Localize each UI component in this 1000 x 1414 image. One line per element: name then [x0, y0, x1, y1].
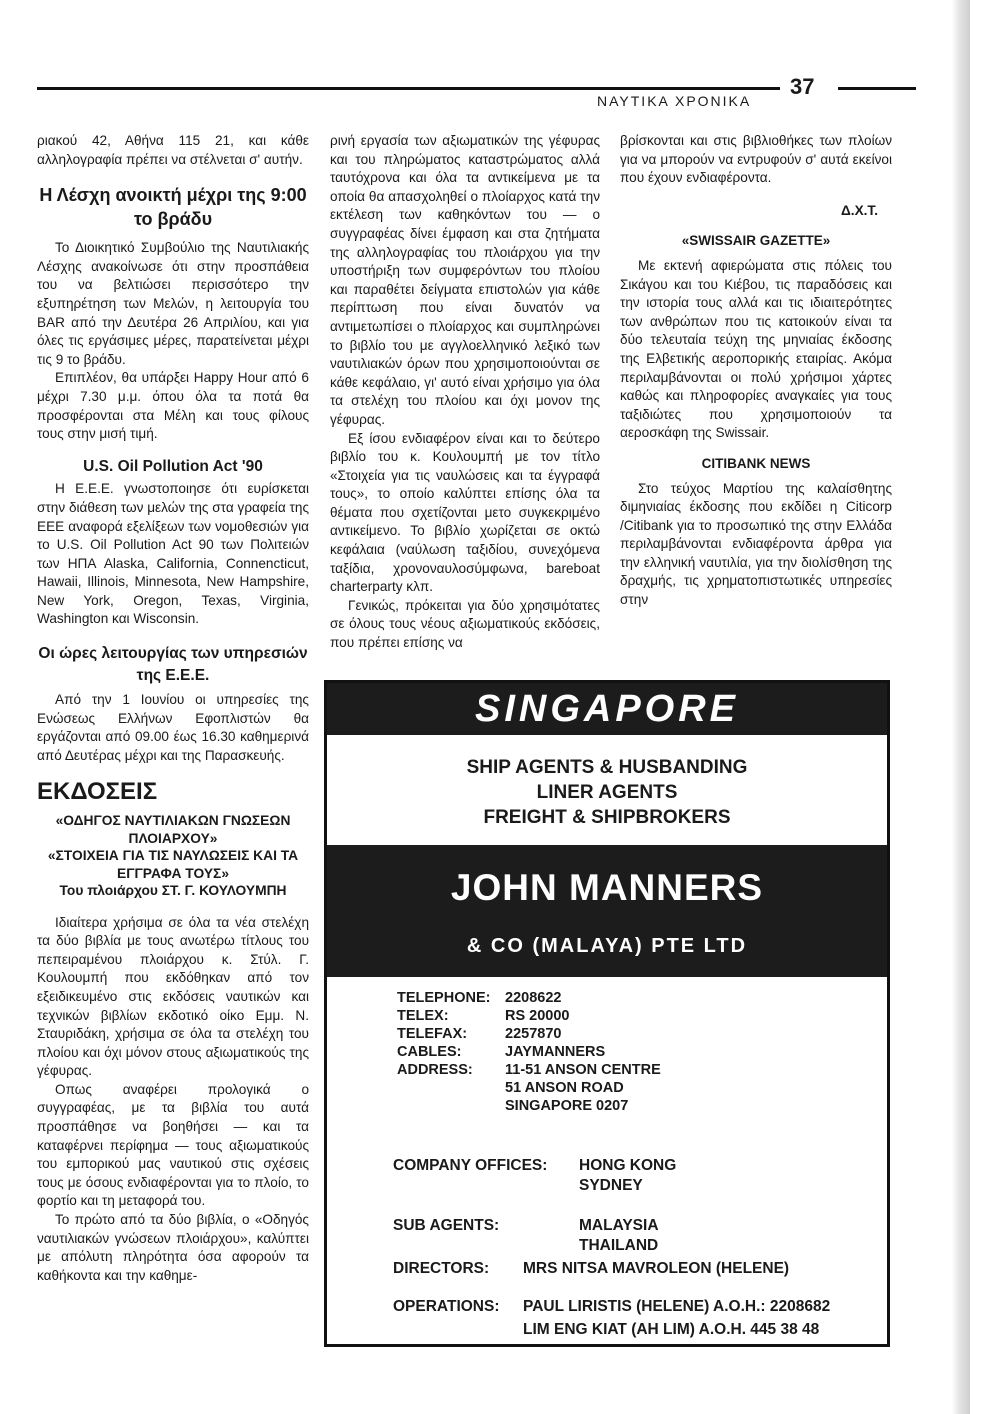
paragraph-oil-pollution: Η Ε.Ε.Ε. γνωστοποιησε ότι ευρίσκεται στην διάθεση των μελών της στα γραφεία της ΕΕΕ αναφορά εξελίξεων των νομοθεσιών για το U.S. Oil Pollution Act 90 των Πολιτειών των ΗΠΑ Alaska, California, Connencticut, Hawaii, Illinois, Minnesota, New Hampshire, New York, Oregon, Texas, Virginia, Washington και Wisconsin.: [37, 481, 309, 627]
ad-contact-value: 2208622: [505, 990, 562, 1006]
ad-offices-row: [393, 1156, 676, 1176]
ad-contact-value: JAYMANNERS: [505, 1044, 606, 1060]
ad-services: [327, 755, 887, 830]
ad-subagents-label: SUB AGENTS:: [393, 1217, 500, 1234]
ad-contact-row: [397, 989, 661, 1007]
ad-contact-label: [397, 1097, 505, 1115]
ad-operations-label: OPERATIONS:: [393, 1298, 500, 1315]
ad-company-offices: [393, 1156, 676, 1196]
ad-spacer: [393, 1236, 579, 1256]
paragraph-lesxi-2: Επιπλέον, θα υπάρξει Happy Hour από 6 μέχρι 7.30 μ.μ. όπου όλα τα ποτά θα προσφέρονται στα Μέλη και τους φίλους τους στην μισή τιμή.: [37, 370, 309, 442]
ad-sub-agents: [393, 1216, 659, 1256]
ad-contact-row: [397, 1007, 661, 1025]
ad-company-band: [327, 845, 887, 977]
ad-contact-label: CABLES:: [397, 1044, 462, 1060]
heading-hours: Οι ώρες λειτουργίας των υπηρεσιών της Ε.Ε.Ε.: [38, 645, 308, 685]
ad-offices-row: [393, 1176, 676, 1196]
ad-office: HONG KONG: [579, 1157, 677, 1174]
heading-lesxi: Η Λέσχη ανοικτή μέχρι της 9:00 το βράδυ: [39, 185, 307, 230]
paragraph-hours: Από την 1 Ιουνίου οι υπηρεσίες της Ενώσεως Ελλήνων Εφοπλιστών θα εργάζονται από 09.00 έως 16.30 καθημερινά από Δευτέρας μέχρι και της Παρασκευής.: [37, 692, 309, 763]
ad-operations: [393, 1297, 830, 1340]
header-rule-left: [37, 87, 780, 90]
advertisement-john-manners: [324, 680, 890, 1347]
ad-contact-label: TELEFAX:: [397, 1026, 468, 1042]
book-title-2: «ΣΤΟΙΧΕΙΑ ΓΙΑ ΤΙΣ ΝΑΥΛΩΣΕΙΣ ΚΑΙ ΤΑ ΕΓΓΡΑΦΑ ΤΟΥΣ»: [47, 848, 299, 881]
ad-contact-value: 11-51 ANSON CENTRE: [505, 1062, 661, 1078]
book-title-1: «ΟΔΗΓΟΣ ΝΑΥΤΙΛΙΑΚΩΝ ΓΝΩΣΕΩΝ ΠΛΟΙΑΡΧΟΥ»: [55, 813, 291, 846]
paragraph-book-3: Το πρώτο από τα δύο βιβλία, ο «Οδηγός ναυτιλιακών γνώσεων πλοιάρχου», καλύπτει με απόλυτη πληρότητα όσα αφορούν τα καθήκοντα και την καθημε-: [37, 1212, 309, 1283]
ad-contact-value: 2257870: [505, 1026, 562, 1042]
paragraph-book-2: Οπως αναφέρει προλογικά ο συγγραφέας, με τα βιβλία του αυτά προσπάθησε να βοηθήσει — και τα καταφέρνει περίφημα — τους αξιωματικούς του εμπορικού μας ναυτικού στις σχέσεις τους με όσους ενδιαφέρονται για το πλοίο, το φορτίο και τη μεταφορά του.: [37, 1081, 309, 1209]
book-author: Του πλοιάρχου ΣΤ. Γ. ΚΟΥΛΟΥΜΠΗ: [59, 883, 287, 899]
ad-contact-value: RS 20000: [505, 1008, 570, 1024]
ad-subagent: THAILAND: [579, 1237, 659, 1254]
page-number: 37: [790, 74, 815, 99]
ad-contact-row: [397, 1079, 661, 1097]
ad-contact-label: ADDRESS:: [397, 1062, 473, 1078]
ad-contact-row: [397, 1097, 661, 1115]
ad-contact-label: [397, 1079, 505, 1097]
ad-contact-row: [397, 1061, 661, 1079]
ad-spacer: [393, 1176, 579, 1196]
intro-paragraph: ριακού 42, Αθήνα 115 21, και κάθε αλληλογραφία πρέπει να στέλνεται σ' αυτήν.: [37, 133, 309, 167]
ad-company-name: JOHN MANNERS: [450, 867, 764, 908]
ad-directors-row: [393, 1259, 789, 1279]
ad-contact-label: TELEX:: [397, 1008, 449, 1024]
heading-swissair: «SWISSAIR GAZETTE»: [681, 233, 831, 249]
signature: Δ.Χ.Τ.: [841, 202, 878, 218]
ad-contact-value: SINGAPORE 0207: [505, 1098, 629, 1114]
ad-subagents-row: [393, 1216, 659, 1236]
ad-service-line: SHIP AGENTS & HUSBANDING: [466, 757, 748, 778]
ad-operations-line: PAUL LIRISTIS (HELENE) A.O.H.: 2208682: [523, 1298, 831, 1315]
paragraph-book-1: Ιδιαίτερα χρήσιμα σε όλα τα νέα στελέχη τα δύο βιβλία με τους ανωτέρω τίτλους του πεπειραμένου πλοιάρχου κ. Στύλ. Γ. Κουλουμπή που εκδόθηκαν από τον εξειδικευμένο στις εκδόσεις ναυτικών και τεχνικών βιβλίων εκδοτικό οίκο Εμμ. Ν. Σταυριδάκη, χρήσιμα σε όλα τα στελέχη του πλοίου και όχι μόνον στους αξιωματικούς της γέφυρας.: [37, 914, 309, 1079]
column-3: [620, 132, 892, 610]
page-edge-shadow: [952, 0, 970, 1414]
running-title: ΝΑΥΤΙΚΑ ΧΡΟΝΙΚΑ: [597, 93, 752, 109]
column-2: [330, 132, 600, 653]
ad-contact-value: 51 ANSON ROAD: [505, 1080, 624, 1096]
ad-banner-singapore: SINGAPORE: [327, 683, 887, 735]
column-1: [37, 132, 309, 1285]
ad-directors-label: DIRECTORS:: [393, 1260, 490, 1277]
paragraph-lesxi-1: Το Διοικητικό Συμβούλιο της Ναυτιλιακής Λέσχης ανακοίνωσε ότι στην προσπάθεια του να βελτιώσει περισσότερο την εξυπηρέτηση των Μελών, η λειτουργία του BAR από την Δευτέρα 26 Απριλίου, και για όλες τις εργάσιμες μέρες, παρατείνεται μέχρι τις 9 το βράδυ.: [37, 240, 309, 367]
paragraph-col2-3: Γενικώς, πρόκειται για δύο χρησιμότατες σε όλους τους νέους αξιωματικούς εκδόσεις, που πρέπει επίσης να: [330, 597, 600, 651]
ad-contact-row: [397, 1043, 661, 1061]
ad-operations-row: [393, 1297, 830, 1317]
ad-contact-block: [397, 989, 661, 1115]
heading-ekdoseis: ΕΚΔΟΣΕΙΣ: [37, 778, 158, 806]
header-rule-right: [838, 87, 916, 90]
ad-operations-row: [393, 1320, 830, 1340]
ad-company-subtitle: & CO (MALAYA) PTE LTD: [466, 935, 748, 957]
ad-subagents-row: [393, 1236, 659, 1256]
ad-directors: [393, 1259, 789, 1279]
ad-office: SYDNEY: [579, 1177, 643, 1194]
paragraph-col2-2: Εξ ίσου ενδιαφέρον είναι και το δεύτερο βιβλίο του κ. Κουλουμπή με τον τίτλο «Στοιχεία για τις ναυλώσεις και τα έγγραφά τους», το οποίο καλύπτει επίσης όλα τα θέματα που σχετίζονται μετο συγκεκριμένο αντικείμενο. Το βιβλίο χωρίζεται σε οκτώ κεφάλαια (ναύλωση ταξιδίου, συνεχόμενα ταξίδια, χρονοναυλοσύμφωνα, bareboat charterparty κλπ.: [330, 430, 600, 595]
heading-oil-pollution: U.S. Oil Pollution Act '90: [83, 457, 263, 475]
ad-service-line: LINER AGENTS: [536, 782, 678, 803]
paragraph-swissair: Με εκτενή αφιερώματα στις πόλεις του Σικάγου και του Κιέβου, τις παραδόσεις και την ιστορία τους αλλά και τις ιδιαιτερότητες των ανθρώπων που τις κατοικούν είναι τα δύο τελευταία τεύχη της μηνιαίας έκδοσης της Ελβετικής αεροπορικής εταιρίας. Ακόμα περιλαμβάνονται οι πολύ χρήσιμοι χάρτες καθώς και πληροφορίες αναγκαίες για τους ταξιδιώτες που χρησιμοποιούν τα αεροσκάφη της Swissair.: [620, 257, 892, 441]
paragraph-citibank: Στο τεύχος Μαρτίου της καλαίσθητης διμηνιαίας έκδοσης που εκδίδει η Citicorp /Citibank για το προσωπικό της στην Ελλάδα περιλαμβάνονται ενδιαφέροντα άρθρα για την ελληνική ναυτιλία, για την διολίσθηση της δραχμής, τις χρηματοπιστωτικές υπηρεσίες στην: [620, 480, 892, 608]
paragraph-col3-1: βρίσκονται και στις βιβλιοθήκες των πλοίων για να μπορούν να εντρυφούν σ' αυτά εκείνοι που έχουν ενδιαφέροντα.: [620, 133, 892, 186]
ad-operations-line: LIM ENG KIAT (AH LIM) A.O.H. 445 38 48: [523, 1321, 820, 1338]
paragraph-col2-1: ρινή εργασία των αξιωματικών της γέφυρας και του πληρώματος καταστρώματος αλλά ταυτόχρονα και όλα τα αντικείμενα με τα οποία θα απασχοληθεί ο πλοίαρχος κατά την εκτέλεση των καθηκόντων του — ο συγγραφέας δίνει έμφαση και στα ζητήματα της αλληλογραφίας του πλοιάρχου για την υποστήριξη των συμφερόντων του πλοίου και παραθέτει δείγματα επιστολών για κάθε περίπτωση που είναι δυνατόν να αντιμετωπίσει ο πλοίαρχος και συμπληρώνει το βιβλίο του με αγγλοελληνικό λεξικό των ναυτιλιακών όρων που χρησιμοποιούνται σε κάθε κεφάλαιο, γι' αυτό είναι χρήσιμο για όλα τα στελέχη του πλοίου και όχι μονον της γέφυρας.: [330, 133, 600, 427]
ad-offices-label: COMPANY OFFICES:: [393, 1157, 548, 1174]
ad-spacer: [393, 1320, 523, 1340]
ad-directors-value: MRS NITSA MAVROLEON (HELENE): [523, 1260, 790, 1277]
ad-contact-label: TELEPHONE:: [397, 990, 491, 1006]
ad-contact-row: [397, 1025, 661, 1043]
heading-citibank: CITIBANK NEWS: [701, 455, 811, 471]
ad-service-line: FREIGHT & SHIPBROKERS: [483, 807, 731, 828]
book-titles: [37, 812, 309, 900]
ad-subagent: MALAYSIA: [579, 1217, 659, 1234]
